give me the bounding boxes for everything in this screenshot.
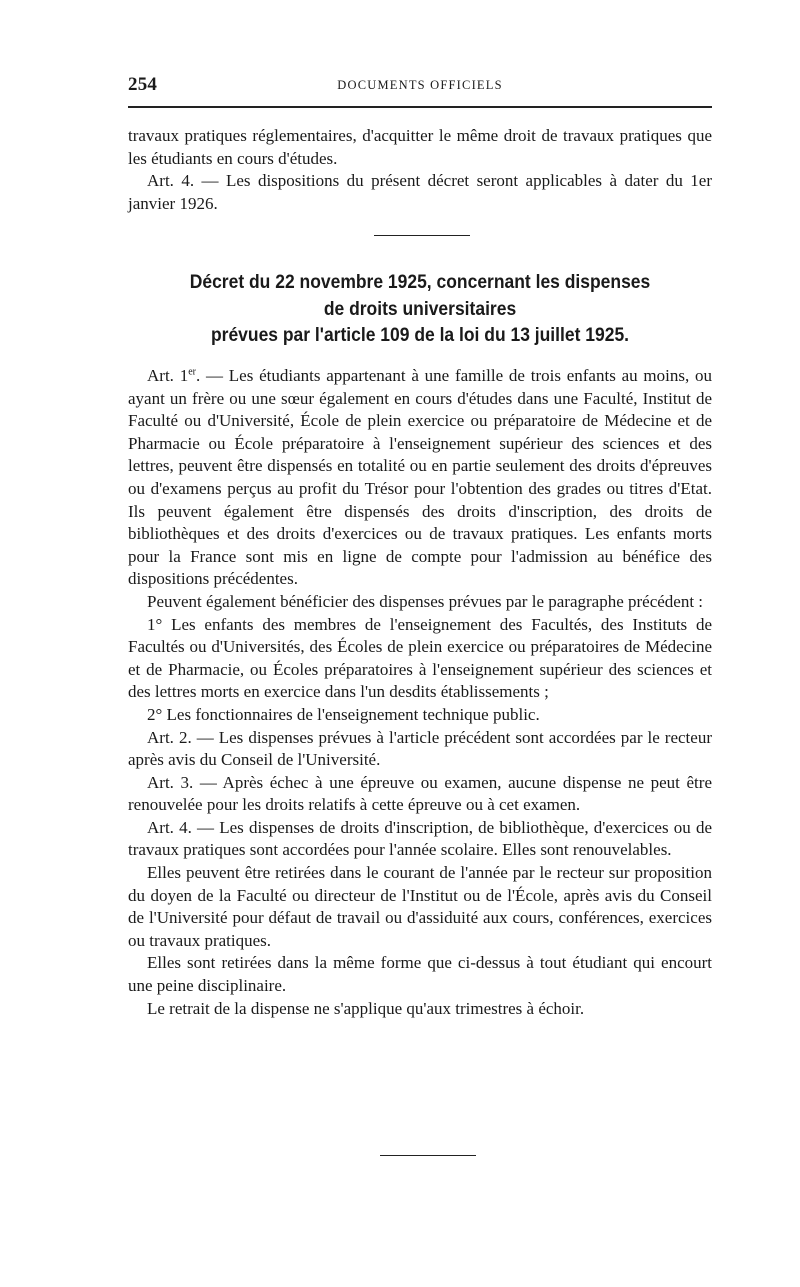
decree-body (128, 365, 712, 1020)
art3-paragraph: Art. 3. — Après échec à une épreuve ou examen, aucune dispense ne peut être renouvelée pour les droits relatifs à cette épreuve ou à cet examen. (128, 772, 712, 815)
continuation-paragraph: travaux pratiques réglementaires, d'acquitter le même droit de travaux pratiques que les étudiants en cours d'études. (128, 126, 712, 168)
art4-paragraph: Art. 4. — Les dispenses de droits d'inscription, de bibliothèque, d'exercices ou de travaux pratiques sont accordées pour l'année scolaire. Elles sont renouvelables. (128, 817, 712, 860)
art1-item2: 2° Les fonctionnaires de l'enseignement technique public. (147, 704, 540, 724)
art1-label: Art. 1 (147, 366, 189, 385)
decree-title-line1: Décret du 22 novembre 1925, concernant les dispenses (189, 272, 651, 293)
art1-paragraph (128, 365, 712, 591)
art1-superscript: er (188, 366, 196, 378)
running-head: DOCUMENTS OFFICIELS (337, 78, 503, 92)
art1-para2: Peuvent également bénéficier des dispenses prévues par le paragraphe précédent : (147, 591, 704, 611)
previous-section (128, 125, 712, 215)
art4-para2: Elles peuvent être retirées dans le courant de l'année par le recteur sur proposition du doyen de la Faculté ou directeur de l'Institut ou de l'École, après avis du Conseil de l'Université pour défaut de travail ou d'assiduité aux cours, conférences, exercices ou travaux pratiques. (128, 863, 712, 950)
previous-art4-paragraph: Art. 4. — Les dispositions du présent décret seront applicables à dater du 1er janvier 1926. (128, 171, 712, 213)
decree-title (151, 270, 688, 350)
decree-title-line2: de droits universitaires (323, 298, 517, 320)
art1-text: . — Les étudiants appartenant à une famille de trois enfants au moins, ou ayant un frère ou une sœur également en cours d'études dans une Faculté, Institut de Faculté ou d'Université, École de plein exercice ou préparatoire de Médecine et de Pharmacie ou École préparatoire à l'enseignement supérieur des sciences et des lettres, peuvent être dispensés en totalité ou en partie seulement des droits d'épreuves ou d'examens perçus au profit du Trésor pour l'obtention des grades ou titres d'Etat. Ils peuvent également être dispensés des droits d'inscription, des droits de bibliothèques et des droits d'exercices ou de travaux pratiques. Les enfants morts pour la France sont mis en ligne de compte pour l'admission au bénéfice des dispositions précédentes. (128, 366, 712, 589)
page-number: 254 (128, 74, 158, 95)
end-rule (380, 1155, 476, 1156)
header-rule (128, 106, 712, 108)
art2-paragraph: Art. 2. — Les dispenses prévues à l'article précédent sont accordées par le recteur après avis du Conseil de l'Université. (128, 727, 712, 770)
page-header (128, 74, 712, 100)
decree-title-line3: prévues par l'article 109 de la loi du 13 juillet 1925. (210, 325, 630, 346)
section-separator-rule (374, 235, 470, 236)
art4-para4: Le retrait de la dispense ne s'applique qu'aux trimestres à échoir. (147, 998, 585, 1018)
art1-item1: 1° Les enfants des membres de l'enseignement des Facultés, des Instituts de Facultés ou d'Universités, des Écoles de plein exercice ou préparatoires de Médecine et de Pharmacie, ou Écoles préparatoires à l'enseignement supérieur des sciences et des lettres morts en exercice dans l'un desdits établissements ; (128, 614, 712, 702)
art4-para3: Elles sont retirées dans la même forme que ci-dessus à tout étudiant qui encourt une peine disciplinaire. (128, 953, 712, 996)
